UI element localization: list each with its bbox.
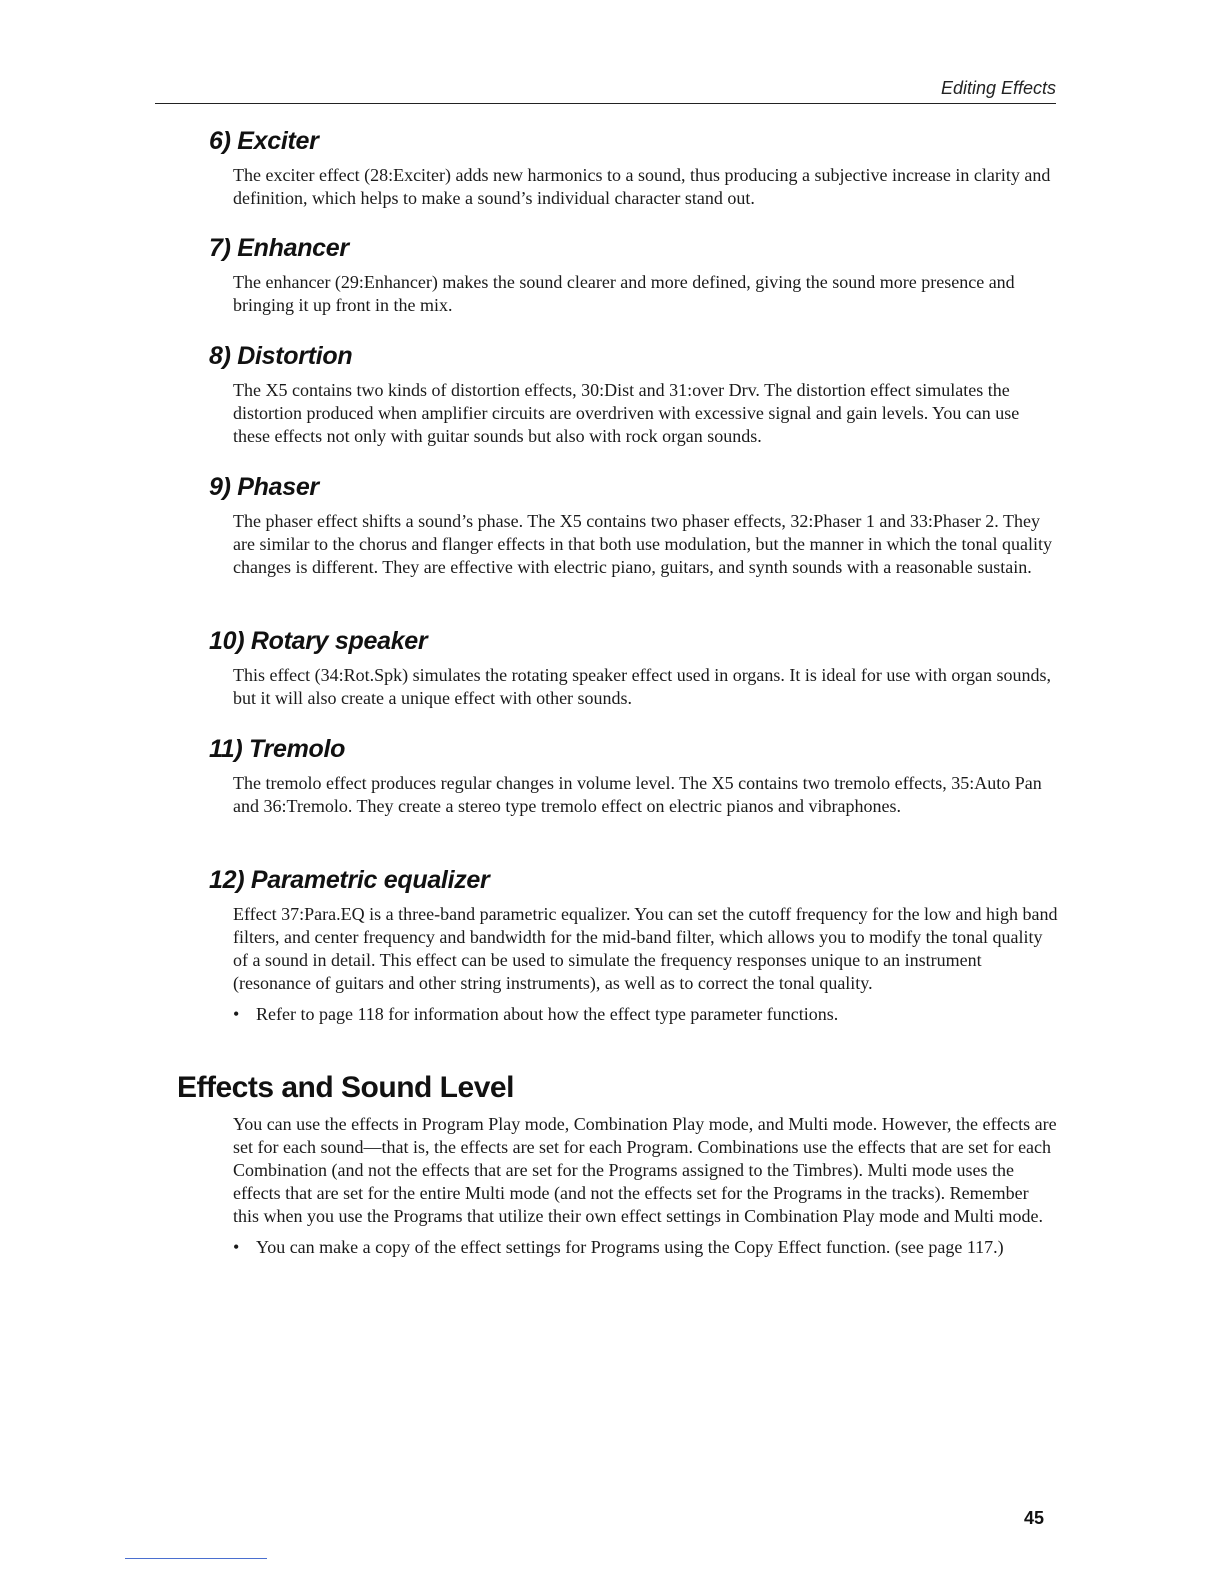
- section-heading: 6) Exciter: [209, 127, 319, 155]
- section-body: Effect 37:Para.EQ is a three-band parametric equalizer. You can set the cutoff frequency for the low and high band filters, and center frequency and bandwidth for the mid-band filter, which allows you to modify the tonal quality of a sound in detail. This effect can be used to simulate the frequency responses unique to an instrument (resonance of guitars and other string instruments), as well as to correct the tonal quality.: [233, 904, 1058, 993]
- bullet-text: You can make a copy of the effect settings for Programs using the Copy Effect function. (see page 117.): [256, 1237, 1004, 1257]
- bullet-item: [233, 1236, 1057, 1259]
- section-body: You can use the effects in Program Play mode, Combination Play mode, and Multi mode. However, the effects are set for each sound—that is, the effects are set for each Program. Combinations use the effects that are set for each Combination (and not the effects that are set for the Programs assigned to the Timbres). Multi mode uses the effects that are set for the entire Multi mode (and not the effects set for the Programs in the tracks). Remember this when you use the Programs that utilize their own effect settings in Combination Play mode and Multi mode.: [233, 1114, 1057, 1226]
- section-body: The exciter effect (28:Exciter) adds new harmonics to a sound, thus producing a subjective increase in clarity and definition, which helps to make a sound’s individual character stand out.: [233, 165, 1051, 208]
- section-distortion: [209, 342, 1059, 448]
- bullet-mark: •: [233, 1004, 240, 1024]
- section-heading: 8) Distortion: [209, 342, 353, 370]
- section-parametric-equalizer: [209, 866, 1059, 1026]
- section-body: This effect (34:Rot.Spk) simulates the rotating speaker effect used in organs. It is ideal for use with organ sounds, but it will also create a unique effect with other sounds.: [233, 665, 1051, 708]
- section-heading: 9) Phaser: [209, 473, 319, 501]
- section-tremolo: [209, 735, 1059, 818]
- section-body: The phaser effect shifts a sound’s phase. The X5 contains two phaser effects, 32:Phaser 1 and 33:Phaser 2. They are similar to the chorus and flanger effects in that both use modulation, but the manner in which the tonal quality changes is different. They are effective with electric piano, guitars, and synth sounds with a reasonable sustain.: [233, 511, 1052, 577]
- section-body: The tremolo effect produces regular changes in volume level. The X5 contains two tremolo effects, 35:Auto Pan and 36:Tremolo. They create a stereo type tremolo effect on electric pianos and vibraphones.: [233, 773, 1042, 816]
- section-heading: 10) Rotary speaker: [209, 627, 428, 655]
- section-effects-and-sound-level: [177, 1071, 1057, 1259]
- bullet-mark: •: [233, 1237, 240, 1257]
- section-heading: 12) Parametric equalizer: [209, 866, 490, 894]
- running-header-title: Editing Effects: [940, 78, 1056, 98]
- section-enhancer: [209, 234, 1059, 317]
- section-exciter: [209, 127, 1059, 210]
- section-heading: 7) Enhancer: [209, 234, 349, 262]
- bullet-text: Refer to page 118 for information about how the effect type parameter functions.: [256, 1004, 839, 1024]
- section-body: The X5 contains two kinds of distortion effects, 30:Dist and 31:over Drv. The distortion effect simulates the distortion produced when amplifier circuits are overdriven with excessive signal and gain levels. You can use these effects not only with guitar sounds but also with rock organ sounds.: [233, 380, 1020, 446]
- main-heading: Effects and Sound Level: [177, 1071, 514, 1104]
- page-number: 45: [1023, 1508, 1044, 1528]
- section-heading: 11) Tremolo: [209, 735, 346, 763]
- header-rule: [155, 103, 1056, 104]
- section-rotary-speaker: [209, 627, 1059, 710]
- section-phaser: [209, 473, 1059, 579]
- footer-rule: [125, 1558, 267, 1559]
- section-body: The enhancer (29:Enhancer) makes the sound clearer and more defined, giving the sound more presence and bringing it up front in the mix.: [233, 272, 1015, 315]
- bullet-item: [233, 1003, 1059, 1026]
